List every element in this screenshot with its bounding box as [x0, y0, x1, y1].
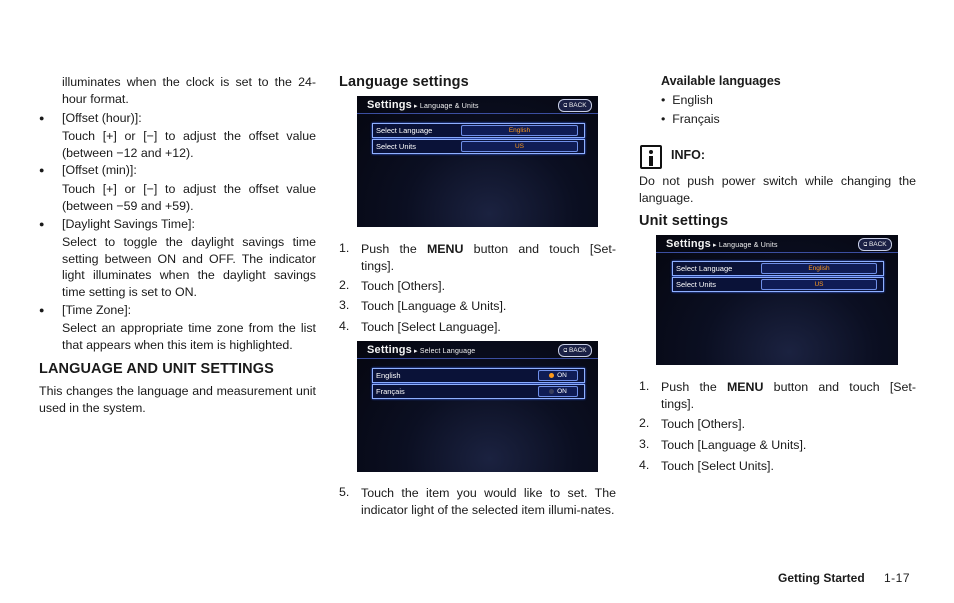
- select-language-screen: [357, 341, 598, 472]
- step-text: Touch the item you would like to set. The indicator light of the selected item illumi-nates.: [361, 486, 616, 517]
- step-number: 4.: [639, 458, 650, 472]
- step-number: 4.: [339, 319, 350, 333]
- step-number: 5.: [339, 485, 350, 499]
- step-number: 1.: [639, 379, 650, 393]
- select-units-row[interactable]: Select Units US: [672, 277, 884, 292]
- on-indicator: ON: [538, 386, 578, 397]
- step-number: 1.: [339, 241, 350, 255]
- step-number: 2.: [339, 278, 350, 292]
- step-text: Push the MENU button and touch [Set-tings].: [661, 380, 916, 411]
- back-button[interactable]: ⫑ BACK: [858, 238, 892, 251]
- step-number: 3.: [639, 437, 650, 451]
- screen-divider: [357, 358, 598, 359]
- step-text: Touch [Others].: [361, 279, 446, 293]
- language-list-item: • English: [661, 93, 713, 107]
- step-text: Touch [Language & Units].: [361, 299, 507, 313]
- bullet-title: [Offset (min)]:: [62, 163, 137, 177]
- step-number: 2.: [639, 416, 650, 430]
- screen-divider: [357, 113, 598, 114]
- info-icon: [640, 145, 662, 169]
- language-settings-heading: Language settings: [339, 74, 469, 90]
- bullet-title: [Daylight Savings Time]:: [62, 217, 195, 231]
- unit-settings-screen: [656, 235, 898, 365]
- bullet-body: Touch [+] or [−] to adjust the offset value (between −59 and +59).: [62, 182, 316, 213]
- select-units-row[interactable]: Select Units US: [372, 139, 585, 154]
- bullet-dot: ●: [39, 113, 45, 123]
- select-language-row[interactable]: Select Language English: [372, 123, 585, 138]
- screen-title: Settings ▸ Language & Units: [666, 238, 778, 250]
- bullet-title: [Time Zone]:: [62, 303, 132, 317]
- bullet-body: Touch [+] or [−] to adjust the offset value (between −12 and +12).: [62, 129, 316, 160]
- screen-title: Settings ▸ Select Language: [367, 344, 476, 356]
- language-units-screen: [357, 96, 598, 227]
- select-language-row[interactable]: Select Language English: [672, 261, 884, 276]
- bullet-dot: ●: [39, 219, 45, 229]
- section-body: This changes the language and measurement unit used in the system.: [39, 384, 316, 415]
- step-text: Touch [Others].: [661, 417, 746, 431]
- step-text: Touch [Select Units].: [661, 459, 774, 473]
- on-indicator: ON: [538, 370, 578, 381]
- step-number: 3.: [339, 298, 350, 312]
- step-text: Touch [Language & Units].: [661, 438, 807, 452]
- language-list-item: • Français: [661, 112, 720, 126]
- units-value: US: [461, 141, 578, 152]
- language-option-francais[interactable]: Français ON: [372, 384, 585, 399]
- available-languages-heading: Available languages: [661, 74, 781, 88]
- bullet-body: Select an appropriate time zone from the list that appears when this item is highlighted.: [62, 321, 316, 352]
- bullet-title: [Offset (hour)]:: [62, 111, 142, 125]
- bullet-body: Select to toggle the daylight savings time setting between ON and OFF. The indicator light illuminates when the daylight savings time setting is set to ON.: [62, 235, 316, 299]
- step-text: Touch [Select Language].: [361, 320, 501, 334]
- info-label: INFO:: [671, 148, 706, 162]
- bullet-dot: ●: [39, 165, 45, 175]
- info-body: Do not push power switch while changing the language.: [639, 174, 916, 205]
- unit-settings-heading: Unit settings: [639, 213, 729, 229]
- screen-divider: [656, 252, 898, 253]
- intro-text: illuminates when the clock is set to the 24-hour format.: [62, 75, 316, 106]
- screen-title: Settings ▸ Language & Units: [367, 99, 479, 111]
- page-number: 1-17: [884, 571, 911, 585]
- language-option-english[interactable]: English ON: [372, 368, 585, 383]
- bullet-dot: ●: [39, 305, 45, 315]
- units-value: US: [761, 279, 877, 290]
- footer-section: Getting Started: [778, 571, 865, 585]
- language-value: English: [761, 263, 877, 274]
- step-text: Push the MENU button and touch [Set-tings].: [361, 242, 616, 273]
- section-heading: LANGUAGE AND UNIT SETTINGS: [39, 361, 274, 377]
- back-button[interactable]: ⫑ BACK: [558, 99, 592, 112]
- language-value: English: [461, 125, 578, 136]
- back-button[interactable]: ⫑ BACK: [558, 344, 592, 357]
